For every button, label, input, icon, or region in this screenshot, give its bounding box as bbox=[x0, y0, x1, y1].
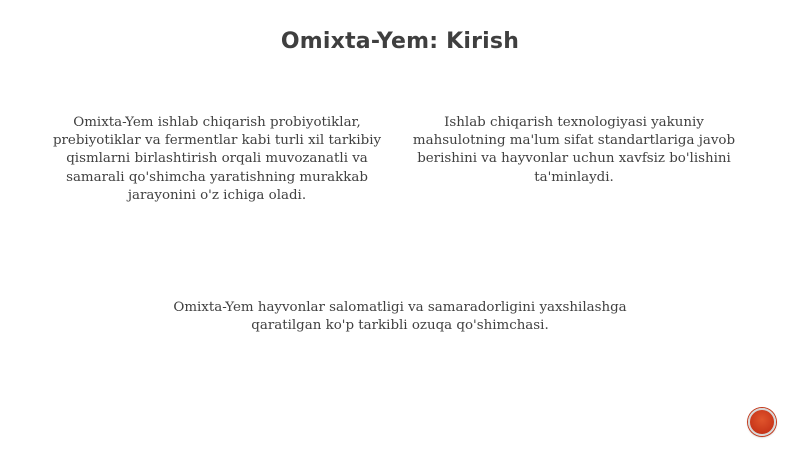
slide-title: Omixta-Yem: Kirish bbox=[280, 29, 520, 54]
right-paragraph: Ishlab chiqarish texnologiyasi yakuniy mahsulotning ma'lum sifat standartlariga javob berishini va hayvonlar uchun xavfsiz bo'lishini ta'minlaydi. bbox=[412, 115, 736, 185]
bottom-paragraph: Omixta-Yem hayvonlar salomatligi va samaradorligini yaxshilashga qaratilgan ko'p tarkibli ozuqa qo'shimchasi. bbox=[173, 300, 627, 334]
left-paragraph: Omixta-Yem ishlab chiqarish probiyotiklar, prebiyotiklar va fermentlar kabi turli xil tarkibiy qismlarni birlashtirish orqali muvozanatli va samarali qo'shimcha yaratishning murakkab jarayonini o'z ichiga oladi. bbox=[52, 115, 382, 203]
slide-nav-button[interactable] bbox=[748, 408, 776, 436]
